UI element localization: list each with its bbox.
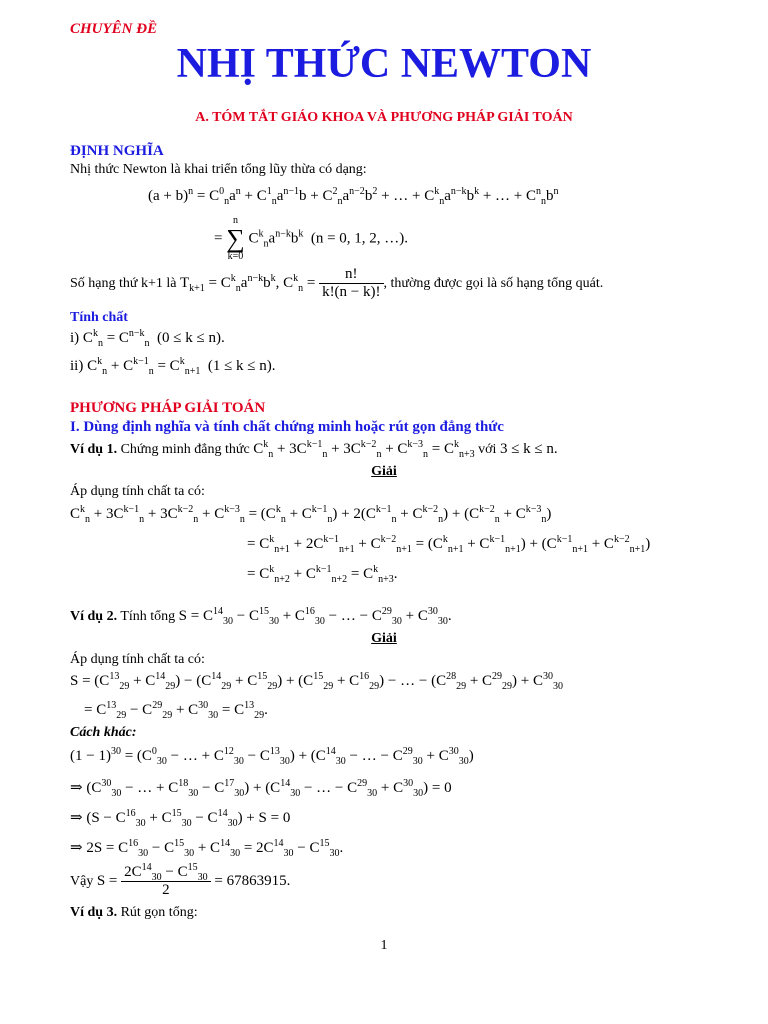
methods-heading: PHƯƠNG PHÁP GIẢI TOÁN	[70, 400, 266, 416]
example-2-step-1: $S = (C^{13}_{29} + C^{14}_{29}) - (C^{14}_{29} + C^{15}_{29}) + (C^{15}_{29} + C^{16}_{29})$ − … − $(C^{28}_{29} + C^{29}_{29}) + C^{30}_{30}$	[70, 671, 564, 692]
properties-heading: Tính chất	[70, 310, 128, 325]
alt-step-1: $(1 - 1)^{30} = (C^0_{30}$ − … + $C^{12}_{30} - C^{13}_{30}) + (C^{14}_{30}$ − … − $C^{29}_{30} + C^{30}_{30}$)	[70, 746, 474, 767]
example-3-statement: Ví dụ 3. Rút gọn tổng:	[70, 905, 198, 920]
page-title: NHỊ THỨC NEWTON	[176, 41, 592, 87]
alt-step-4: ⇒ $2S = C^{16}_{30} - C^{15}_{30} + C^{14}_{30} = 2C^{14}_{30} - C^{15}_{30}$.	[70, 838, 344, 859]
alt-step-2: ⇒ ($C^{30}_{30}$ − … + $C^{18}_{30} - C^{17}_{30}) + (C^{14}_{30}$ − … − $C^{29}_{30} + C^{30}_{30}) = 0$	[70, 778, 452, 799]
binomial-sum: = n ∑ k=0 $C^k_na^{n-k}b^k$ (n = 0, 1, 2, …).	[214, 215, 409, 262]
example-2-apply: Áp dụng tính chất ta có:	[70, 652, 205, 667]
example-1-step-2: = $C^k_{n+1} + 2C^{k-1}_{n+1} + C^{k-2}_{n+1} = (C^k_{n+1} + C^{k-1}_{n+1}) + (C^{k-1}_{n+1} + C^{k-2}_{n+1})$	[247, 534, 651, 555]
example-2-step-2: = $C^{13}_{29} - C^{29}_{29} + C^{30}_{30} = C^{13}_{29}$.	[84, 700, 268, 721]
sigma-symbol: n ∑ k=0	[226, 215, 245, 262]
property-ii: ii) $C^k_n + C^{k-1}_n = C^k_{n+1}$ (1 ≤ k ≤ n).	[70, 356, 276, 377]
example-1-solution-heading: Giải	[371, 464, 397, 479]
example-2-statement: Ví dụ 2. Tính tổng $S = C^{14}_{30} - C^{15}_{30} + C^{16}_{30}$ − … − $C^{29}_{30} + C^{30}_{30}$.	[70, 606, 452, 627]
example-1-statement: Ví dụ 1. Chứng minh đẳng thức $C^k_n + 3C^{k-1}_n + 3C^{k-2}_n + C^{k-3}_n = C^k_{n+3}$ với 3 ≤ k ≤ n.	[70, 439, 558, 460]
alt-step-3: ⇒ $(S - C^{16}_{30} + C^{15}_{30} - C^{14}_{30}) + S = 0$	[70, 808, 291, 829]
example-2-solution-heading: Giải	[371, 631, 397, 646]
alternative-method-heading: Cách khác:	[70, 725, 137, 740]
property-i: i) $C^k_n = C^{n-k}_n$ (0 ≤ k ≤ n).	[70, 328, 225, 349]
general-term-line: Số hạng thứ k+1 là $T_{k+1} = C^k_na^{n-k}b^k$, $C^k_n$ = $\frac{n!}{k!(n - k)!}$ , thường được gọi là số hạng tổng quát.	[70, 266, 604, 300]
definition-heading: ĐỊNH NGHĨA	[70, 143, 164, 159]
section-a-heading: A. TÓM TẮT GIÁO KHOA VÀ PHƯƠNG PHÁP GIẢI TOÁN	[195, 110, 573, 125]
combination-fraction: $\frac{n!}{k!(n - k)!}$	[319, 266, 383, 301]
chuyen-de-label: CHUYÊN ĐỀ	[70, 21, 158, 37]
binomial-formula: $(a + b)^n = C^0_na^n + C^1_na^{n-1}b + C^2_na^{n-2}b^2$ + … + $C^k_na^{n-k}b^k$ + … + $C^n_nb^n$	[148, 186, 559, 207]
section-1-heading: I. Dùng định nghĩa và tính chất chứng minh hoặc rút gọn đẳng thức	[70, 419, 504, 435]
result-fraction: $\frac{2C^{14}_{30} - C^{15}_{30}}{2}$	[121, 864, 210, 899]
example-1-apply: Áp dụng tính chất ta có:	[70, 484, 205, 499]
page-number: 1	[380, 938, 388, 953]
alt-result: Vậy S = $\frac{2C^{14}_{30} - C^{15}_{30}}{2}$ = 67863915.	[70, 862, 291, 898]
example-1-step-3: = $C^k_{n+2} + C^{k-1}_{n+2} = C^k_{n+3}$.	[247, 564, 398, 585]
definition-intro: Nhị thức Newton là khai triển tổng lũy thừa có dạng:	[70, 162, 367, 177]
example-1-step-1: $C^k_n + 3C^{k-1}_n + 3C^{k-2}_n + C^{k-3}_n = (C^k_n + C^{k-1}_n) + 2(C^{k-1}_n + C^{k-2}_n) + (C^{k-2}_n + C^{k-3}_n)$	[70, 504, 552, 525]
